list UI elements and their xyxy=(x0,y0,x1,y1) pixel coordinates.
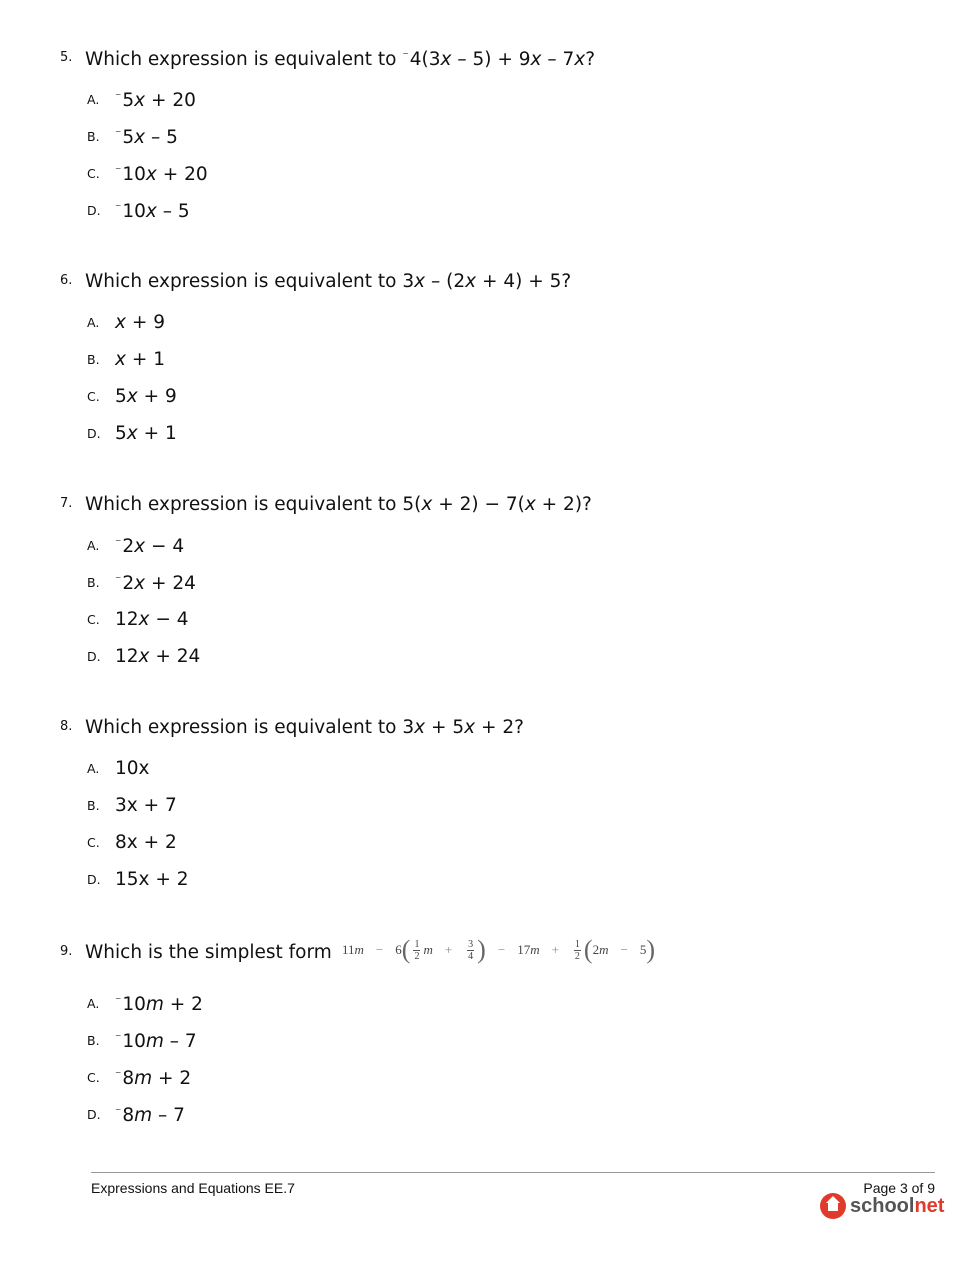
question-9-expression: 11 m − 6 ( $\frac{1}{2}$ m + $\frac{3}{4}$ ) − 17 m + $\frac{1}{2}$ ( 2 m − 5 ) xyxy=(342,935,655,964)
choice-c[interactable]: C. ⁻8m + 2 xyxy=(87,1067,192,1089)
choice-d[interactable]: D. ⁻8m – 7 xyxy=(87,1104,185,1126)
choice-b[interactable]: B. x + 1 xyxy=(87,349,165,370)
footer-title: Expressions and Equations EE.7 xyxy=(91,1180,295,1196)
question-6 xyxy=(60,271,940,460)
question-8 xyxy=(60,717,940,906)
question-number: 9. xyxy=(60,944,73,959)
question-number: 6. xyxy=(60,273,73,288)
choice-d[interactable]: D. 5x + 1 xyxy=(87,423,177,444)
choice-b[interactable]: B. ⁻5x – 5 xyxy=(87,126,178,148)
choice-a[interactable]: A. ⁻10m + 2 xyxy=(87,993,203,1015)
question-prompt: Which expression is equivalent to 3x – (2x + 4) + 5? xyxy=(85,271,572,292)
choice-c[interactable]: C. 8x + 2 xyxy=(87,832,177,853)
choice-d[interactable]: D. 12x + 24 xyxy=(87,646,201,667)
question-5 xyxy=(60,48,940,237)
choice-c[interactable]: C. 12x − 4 xyxy=(87,609,189,630)
choice-c[interactable]: C. 5x + 9 xyxy=(87,386,177,407)
house-icon xyxy=(820,1193,846,1219)
question-prompt: Which expression is equivalent to ⁻4(3x – 5) + 9x – 7x? xyxy=(85,48,596,70)
question-number: 8. xyxy=(60,719,73,734)
choice-a[interactable]: A. ⁻5x + 20 xyxy=(87,89,196,111)
choice-b[interactable]: B. ⁻2x + 24 xyxy=(87,572,196,594)
page-number: Page 3 of 9 xyxy=(863,1180,935,1196)
choice-a[interactable]: A. 10x xyxy=(87,758,150,779)
question-number: 7. xyxy=(60,496,73,511)
schoolnet-logo xyxy=(820,1193,944,1219)
choice-b[interactable]: B. 3x + 7 xyxy=(87,795,177,816)
question-number: 5. xyxy=(60,50,73,65)
question-prompt: Which expression is equivalent to 3x + 5x + 2? xyxy=(85,717,524,738)
footer-divider xyxy=(91,1172,935,1173)
choice-c[interactable]: C. ⁻10x + 20 xyxy=(87,163,208,185)
question-9 xyxy=(60,935,940,1141)
choice-a[interactable]: A. x + 9 xyxy=(87,312,165,333)
question-prompt: Which expression is equivalent to 5(x + 2) − 7(x + 2)? xyxy=(85,494,592,515)
choice-b[interactable]: B. ⁻10m – 7 xyxy=(87,1030,197,1052)
choice-d[interactable]: D. 15x + 2 xyxy=(87,869,189,890)
choice-d[interactable]: D. ⁻10x – 5 xyxy=(87,200,190,222)
logo-text: schoolnet xyxy=(850,1194,945,1217)
choice-a[interactable]: A. ⁻2x − 4 xyxy=(87,535,185,557)
question-7 xyxy=(60,494,940,683)
question-prompt: Which is the simplest form xyxy=(85,942,332,963)
